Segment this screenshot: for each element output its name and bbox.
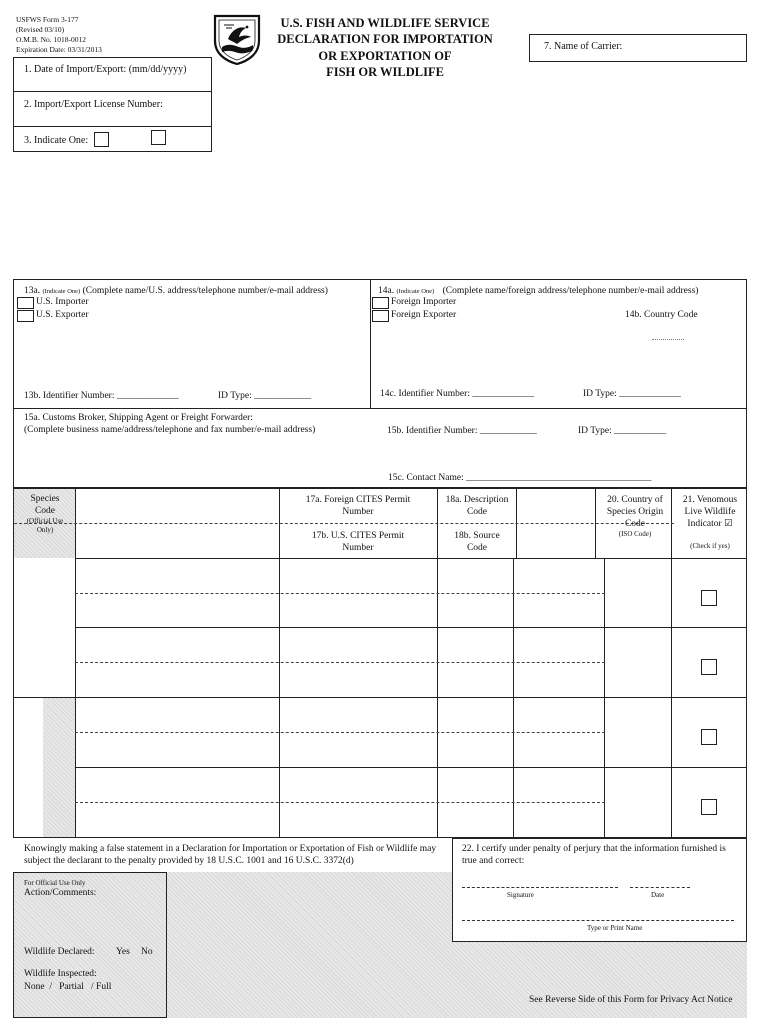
action-comments-label: Action/Comments: xyxy=(24,888,97,898)
signature-label: Signature xyxy=(507,891,534,899)
table-row[interactable] xyxy=(76,768,670,837)
divider xyxy=(671,488,672,838)
wildlife-declared-yes[interactable]: Yes xyxy=(116,947,130,957)
print-name-line[interactable] xyxy=(462,920,734,921)
us-importer-checkbox[interactable] xyxy=(17,297,34,309)
title-line-3: OR EXPORTATION OF xyxy=(318,48,452,63)
col-18b-header: 18b. Source Code xyxy=(454,531,500,553)
col-21-header: 21. Venomous Live Wildlife Indicator ☑ xyxy=(682,495,738,529)
species-official-use: (Official Use Only) xyxy=(26,517,64,534)
form-number: USFWS Form 3-177 xyxy=(16,15,79,24)
action-comments-input[interactable] xyxy=(16,902,164,942)
species-code-header: Species Code xyxy=(30,494,60,516)
carrier-name-label: 7. Name of Carrier: xyxy=(544,41,623,52)
col-17a-header: 17a. Foreign CITES Permit Number xyxy=(305,495,411,517)
form-number-block xyxy=(16,15,102,55)
form-revised: (Revised 03/10) xyxy=(16,25,65,34)
venomous-checkbox-row-1[interactable] xyxy=(701,590,717,606)
expiration-date: Expiration Date: 03/31/2013 xyxy=(16,45,102,54)
country-code-input[interactable] xyxy=(652,339,684,340)
foreign-exporter-checkbox[interactable] xyxy=(372,310,389,322)
indicate-import-checkbox[interactable] xyxy=(94,132,109,147)
sec14-id-type[interactable]: ID Type: _____________ xyxy=(583,389,681,399)
foreign-exporter-label: Foreign Exporter xyxy=(391,310,457,320)
date-line[interactable] xyxy=(630,887,690,888)
broker-contact-name[interactable]: 15c. Contact Name: _______________________________________ xyxy=(388,473,652,483)
sec13-label: 13a. xyxy=(24,286,41,296)
license-number-input[interactable] xyxy=(14,112,210,124)
col-18a-header: 18a. Description Code xyxy=(445,495,509,517)
sec14-indicate: (Indicate One) xyxy=(396,288,435,295)
table-row[interactable] xyxy=(76,698,670,766)
col-21-note: (Check if yes) xyxy=(690,542,730,550)
sec13-id-type[interactable]: ID Type: ____________ xyxy=(218,391,312,401)
broker-description: (Complete business name/address/telephone and fax number/e-mail address) xyxy=(24,425,316,435)
wildlife-inspected-label: Wildlife Inspected: xyxy=(24,969,97,979)
divider xyxy=(14,523,674,524)
table-row[interactable] xyxy=(76,628,670,696)
col-20-note: (ISO Code) xyxy=(618,530,652,538)
false-statement-warning: Knowingly making a false statement in a Declaration for Importation or Exportation of Fish or Wildlife may subject the declarant to the penalty provided by 18 U.S.C. 1001 and 16 U.S.C. 3372(d) xyxy=(24,844,437,866)
date-label: Date xyxy=(651,891,665,899)
sec14-identifier-number[interactable]: 14c. Identifier Number: _____________ xyxy=(380,389,535,399)
sec13-indicate: (Indicate One) xyxy=(42,288,81,295)
wildlife-declared-no[interactable]: No xyxy=(141,947,153,957)
indicate-export-checkbox[interactable] xyxy=(151,130,166,145)
divider xyxy=(370,279,371,409)
certification-text: 22. I certify under penalty of perjury that the information furnished is true and correct: xyxy=(462,844,726,866)
sec14-description: (Complete name/foreign address/telephone number/e-mail address) xyxy=(442,286,699,296)
us-exporter-checkbox[interactable] xyxy=(17,310,34,322)
sec14-header xyxy=(378,286,698,297)
sec13-header xyxy=(24,286,328,297)
foreign-importer-checkbox[interactable] xyxy=(372,297,389,309)
license-number-label: 2. Import/Export License Number: xyxy=(24,99,163,110)
wildlife-inspected-options[interactable]: None / Partial / Full xyxy=(24,982,112,992)
privacy-notice: See Reverse Side of this Form for Privacy Act Notice xyxy=(529,995,733,1005)
sec14-label: 14a. xyxy=(378,286,395,296)
us-importer-label: U.S. Importer xyxy=(36,297,89,307)
form-title xyxy=(272,15,498,80)
venomous-checkbox-row-4[interactable] xyxy=(701,799,717,815)
table-row[interactable] xyxy=(76,559,670,626)
col-20-header: 20. Country of Species Origin Code xyxy=(606,495,664,529)
wildlife-declared-label: Wildlife Declared: xyxy=(24,947,95,957)
indicate-one-label: 3. Indicate One: xyxy=(24,135,89,146)
usfws-logo xyxy=(212,13,262,65)
venomous-checkbox-row-2[interactable] xyxy=(701,659,717,675)
signature-line[interactable] xyxy=(462,887,618,888)
omb-number: O.M.B. No. 1018-0012 xyxy=(16,35,87,44)
sec13-description: (Complete name/U.S. address/telephone number/e-mail address) xyxy=(82,286,328,296)
title-line-2: DECLARATION FOR IMPORTATION xyxy=(277,32,493,47)
broker-id-type[interactable]: ID Type: ___________ xyxy=(578,426,667,436)
date-import-export-input[interactable] xyxy=(14,78,210,90)
date-import-export-label: 1. Date of Import/Export: (mm/dd/yyyy) xyxy=(24,64,187,75)
broker-identifier-number[interactable]: 15b. Identifier Number: ____________ xyxy=(387,426,537,436)
venomous-checkbox-row-3[interactable] xyxy=(701,729,717,745)
title-line-4: FISH OR WILDLIFE xyxy=(326,64,444,79)
us-party-address-area[interactable] xyxy=(16,324,366,384)
sec13-identifier-number[interactable]: 13b. Identifier Number: _____________ xyxy=(24,391,179,401)
title-line-1: U.S. FISH AND WILDLIFE SERVICE xyxy=(280,16,490,30)
divider xyxy=(13,91,212,92)
divider xyxy=(13,126,212,127)
carrier-name-field[interactable] xyxy=(529,34,747,62)
col-17b-header: 17b. U.S. CITES Permit Number xyxy=(311,531,405,553)
foreign-importer-label: Foreign Importer xyxy=(391,297,457,307)
country-code-label: 14b. Country Code xyxy=(625,310,698,320)
official-use-label: For Official Use Only xyxy=(24,879,86,887)
broker-label: 15a. Customs Broker, Shipping Agent or Freight Forwarder: xyxy=(24,413,253,423)
us-exporter-label: U.S. Exporter xyxy=(36,310,89,320)
print-name-label: Type or Print Name xyxy=(587,924,643,932)
